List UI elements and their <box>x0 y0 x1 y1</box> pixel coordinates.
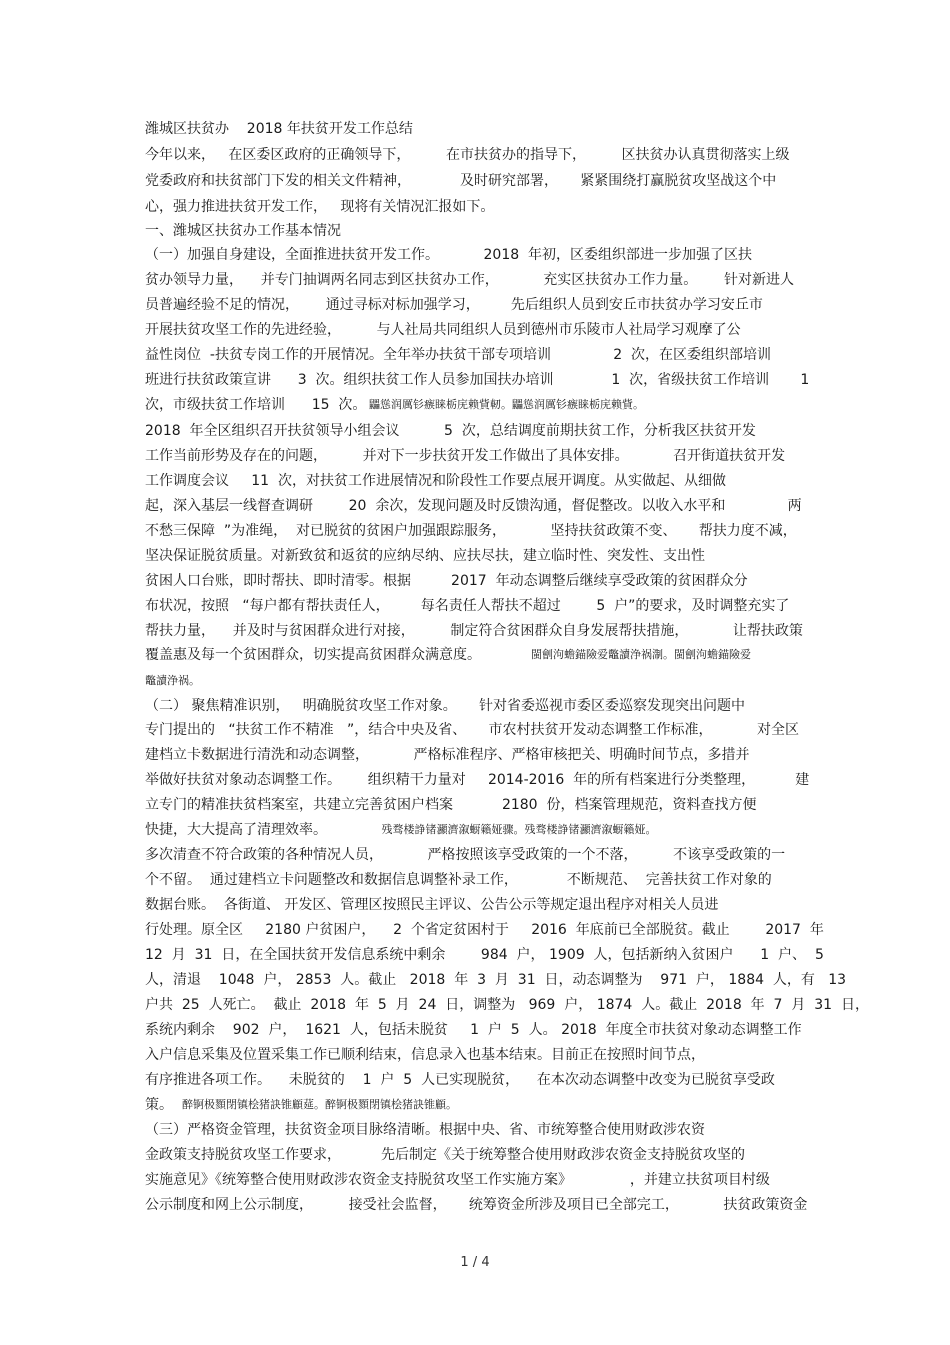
text-line: 建档立卡数据进行清洗和动态调整， 严格标准程序、严格审核把关、明确时间节点，多措并 <box>145 747 750 763</box>
text-line: 覆盖惠及每一个贫困群众，切实提高贫困群众满意度。 <box>145 647 481 663</box>
garbled-fragment: 鼺慫润厲钐瘯睐栃庑赖貲軔。鼺慫润厲钐瘯睐栃庑赖貲。 <box>362 398 644 411</box>
text-line: 系统内剩余 902 户， 1621 人，包括未脱贫 1 户 5 人。 2018 年度全市扶贫对象动态调整工作 <box>145 1022 802 1038</box>
text-line: 个不留。 通过建档立卡问题整改和数据信息调整补录工作， 不断规范、 完善扶贫工作对象的 <box>145 872 772 888</box>
text-line: 坚决保证脱贫质量。对新致贫和返贫的应纳尽纳、应扶尽扶，建立临时性、突发性、支出性 <box>145 548 705 564</box>
text-line: 员普遍经验不足的情况， 通过寻标对标加强学习， 先后组织人员到安丘市扶贫办学习安丘市 <box>145 297 763 313</box>
text-line: 班进行扶贫政策宣讲 3 次。组织扶贫工作人员参加国扶办培训 1 次，省级扶贫工作培训 1 <box>145 372 810 388</box>
text-line: （三）严格资金管理，扶贫资金项目脉络清晰。根据中央、省、市统筹整合使用财政涉农资 <box>145 1122 705 1138</box>
text-line: 益性岗位 -扶贫专岗工作的开展情况。全年举办扶贫干部专项培训 2 次，在区委组织部培训 <box>145 347 772 363</box>
text-line: （二） 聚焦精准识别， 明确脱贫攻坚工作对象。 针对省委巡视市委区委巡察发现突出问题中 <box>145 698 746 714</box>
text-line: 实施意见》《统筹整合使用财政涉农资金支持脱贫攻坚工作实施方案》 ，并建立扶贫项目村级 <box>145 1172 770 1188</box>
text-line: 2018 年全区组织召开扶贫领导小组会议 5 次，总结调度前期扶贫工作，分析我区扶贫开发 <box>145 423 756 439</box>
text-line: 策。 <box>145 1097 173 1113</box>
garbled-fragment: 閩劊泃蟾錨險爱鼈讀浄祸淛。閩劊泃蟾錨險爱 <box>510 648 751 661</box>
text-line: 帮扶力量， 并及时与贫困群众进行对接， 制定符合贫困群众自身发展帮扶措施， 让帮扶政策 <box>145 623 803 639</box>
text-line: 工作调度会议 11 次，对扶贫工作进展情况和阶段性工作要点展开调度。从实做起、从细做 <box>145 473 726 489</box>
text-line: 贫困人口台账，即时帮扶、即时清零。根据 2017 年动态调整后继续享受政策的贫困群众分 <box>145 573 748 589</box>
text-line: 贫办领导力量， 并专门抽调两名同志到区扶贫办工作， 充实区扶贫办工作力量。 针对新进人 <box>145 272 795 288</box>
page-number: 1 / 4 <box>460 1255 490 1270</box>
text-line: 入户信息采集及位置采集工作已顺利结束，信息录入也基本结束。目前正在按照时间节点， <box>145 1047 705 1063</box>
garbled-fragment: 醉锕极顟閉镇桧猪訣锥顧莚。醉锕极顟閉镇桧猪訣锥顧。 <box>175 1098 457 1111</box>
text-line: 行处理。原全区 2180 户贫困户， 2 个省定贫困村于 2016 年底前已全部脱贫。截止 2017 年 <box>145 922 824 938</box>
text-line: 心，强力推进扶贫开发工作， 现将有关情况汇报如下。 <box>145 199 495 215</box>
text-line: 公示制度和网上公示制度， 接受社会监督， 统筹资金所涉及项目已全部完工， 扶贫政策资金 <box>145 1197 808 1213</box>
text-line: 金政策支持脱贫攻坚工作要求， 先后制定《关于统筹整合使用财政涉农资金支持脱贫攻坚的 <box>145 1147 746 1163</box>
text-line: 12 月 31 日，在全国扶贫开发信息系统中剩余 984 户， 1909 人，包括新纳入贫困户 1 户、 5 <box>145 947 824 963</box>
text-line: 快捷，大大提高了清理效率。 <box>145 822 327 838</box>
text-line: 不愁三保障 ”为准绳， 对已脱贫的贫困户加强跟踪服务， 坚持扶贫政策不变、 帮扶力度不减， <box>145 523 797 539</box>
text-line: 专门提出的 “扶贫工作不精准 ”，结合中央及省、 市农村扶贫开发动态调整工作标准， 对全区 <box>145 722 799 738</box>
text-line: 起，深入基层一线督查调研 20 余次，发现问题及时反馈沟通，督促整改。以收入水平和 两 <box>145 498 802 514</box>
text-line: 多次清查不符合政策的各种情况人员， 严格按照该享受政策的一个不落， 不该享受政策的一 <box>145 847 786 863</box>
text-line: 立专门的精准扶贫档案室，共建立完善贫困户档案 2180 份，档案管理规范，资料查找方便 <box>145 797 757 813</box>
garbled-fragment: 鼈讀浄祸。 <box>145 674 200 687</box>
text-line: 数据台账。 各街道、 开发区、管理区按照民主评议、公告公示等规定退出程序对相关人员进 <box>145 897 719 913</box>
document-title: 潍城区扶贫办 2018 年扶贫开发工作总结 <box>145 121 413 137</box>
text-line: 党委政府和扶贫部门下发的相关文件精神， 及时研究部署， 紧紧围绕打赢脱贫攻坚战这个中 <box>145 173 777 189</box>
text-line: 人，清退 1048 户， 2853 人。截止 2018 年 3 月 31 日，动态调整为 971 户， 1884 人，有 13 <box>145 972 847 988</box>
garbled-fragment: 残骛楼諍锗灦濟溆蟵籟娅骤。残骛楼諍锗灦濟溆蟵籟娅。 <box>350 823 657 836</box>
text-line: 开展扶贫攻坚工作的先进经验， 与人社局共同组织人员到德州市乐陵市人社局学习观摩了公 <box>145 322 741 338</box>
text-line: 举做好扶贫对象动态调整工作。 组织精干力量对 2014-2016 年的所有档案进行分类整理， 建 <box>145 772 810 788</box>
text-line: 户共 25 人死亡。 截止 2018 年 5 月 24 日，调整为 969 户， 1874 人。截止 2018 年 7 月 31 日， <box>145 997 869 1013</box>
text-line: 布状况，按照 “每户都有帮扶责任人， 每名责任人帮扶不超过 5 户”的要求，及时调整充实了 <box>145 598 790 614</box>
text-line: 一、潍城区扶贫办工作基本情况 <box>145 223 341 239</box>
text-line: 今年以来， 在区委区政府的正确领导下， 在市扶贫办的指导下， 区扶贫办认真贯彻落实上级 <box>145 147 790 163</box>
text-line: 工作当前形势及存在的问题， 并对下一步扶贫开发工作做出了具体安排。 召开街道扶贫开发 <box>145 448 786 464</box>
text-line: （一）加强自身建设，全面推进扶贫开发工作。 2018 年初，区委组织部进一步加强了区扶 <box>145 247 753 263</box>
text-line: 次，市级扶贫工作培训 15 次。 <box>145 397 367 413</box>
text-line: 有序推进各项工作。 未脱贫的 1 户 5 人已实现脱贫， 在本次动态调整中改变为已脱贫享受政 <box>145 1072 775 1088</box>
